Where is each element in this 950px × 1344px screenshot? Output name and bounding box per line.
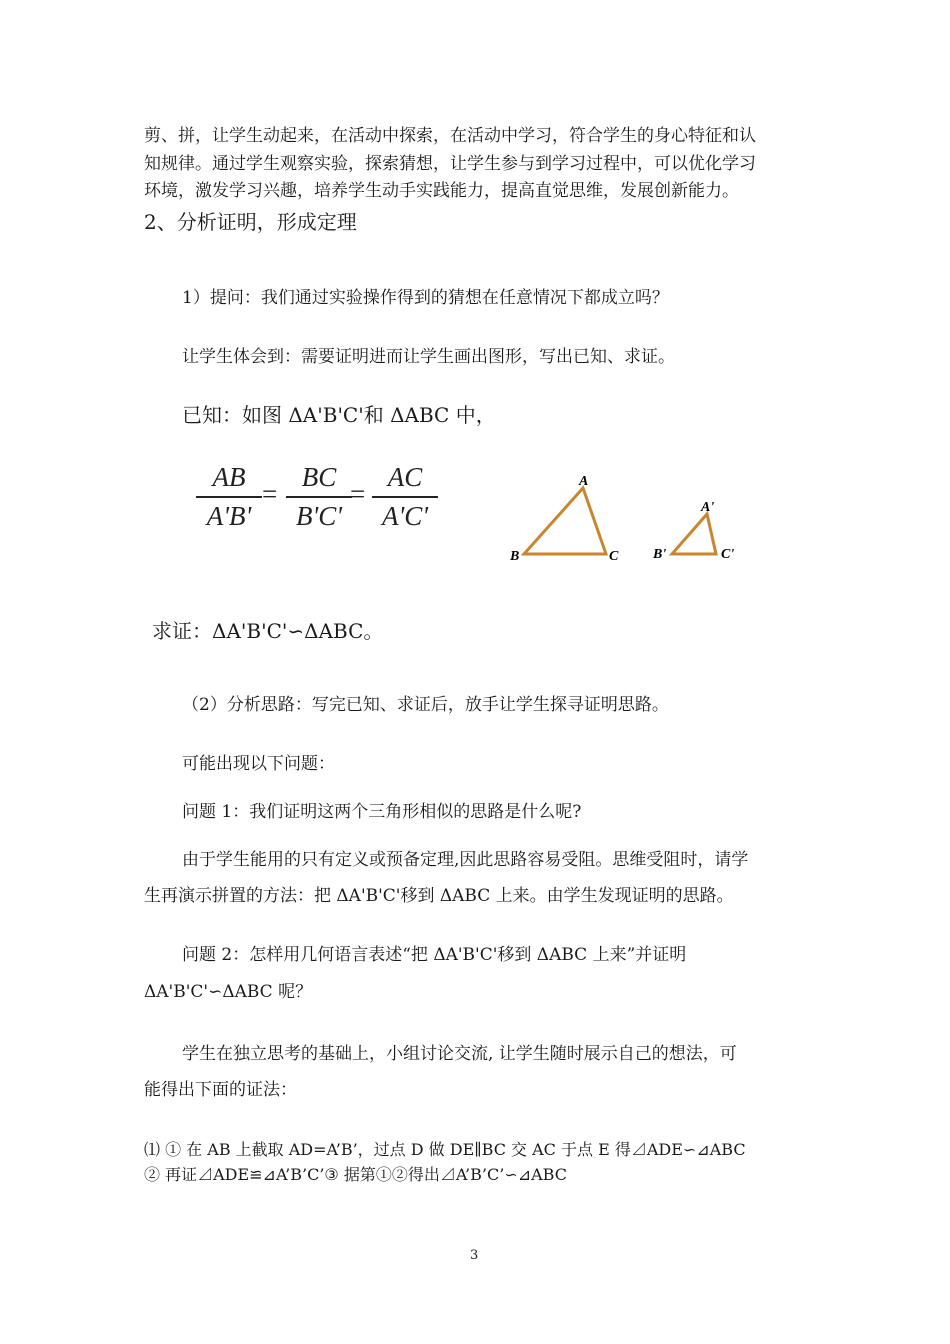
problem-2-line-2: ΔA'B'C'∽ΔABC 呢？ xyxy=(144,982,313,1002)
fraction-bar xyxy=(196,496,262,498)
fraction-bc-numerator: BC xyxy=(301,462,337,492)
fraction-ac-denominator: A'C' xyxy=(381,500,429,531)
fraction-ab-denominator: A'B' xyxy=(206,500,252,531)
ratio-formula xyxy=(196,462,456,542)
reason-line-1: 由于学生能用的只有定义或预备定理,因此思路容易受阻。思维受阻时，请学 xyxy=(182,850,749,870)
triangles-figure xyxy=(500,468,760,568)
fraction-ac xyxy=(372,462,438,532)
intro-line-1: 剪、拼，让学生动起来，在活动中探索，在活动中学习，符合学生的身心特征和认 xyxy=(144,126,756,146)
vertex-label-a: A xyxy=(579,474,589,489)
method-line-1: ⑴ ① 在 AB 上截取 AD=A’B’，过点 D 做 DE∥BC 交 AC 于点 E 得⊿ADE∽⊿ABC xyxy=(144,1140,746,1159)
possible-problems: 可能出现以下问题： xyxy=(182,754,335,774)
analysis-text: （2）分析思路：写完已知、求证后，放手让学生探寻证明思路。 xyxy=(182,695,669,715)
triangle-abc xyxy=(524,488,606,554)
experience-text: 让学生体会到：需要证明进而让学生画出图形，写出已知、求证。 xyxy=(182,347,675,367)
vertex-label-c: C xyxy=(609,549,619,564)
problem-2-line-1: 问题 2：怎样用几何语言表述“把 ΔA'B'C'移到 ΔABC 上来”并证明 xyxy=(182,945,687,965)
fraction-bc xyxy=(286,462,352,532)
problem-1: 问题 1：我们证明这两个三角形相似的思路是什么呢? xyxy=(182,802,582,822)
fraction-ab-numerator: AB xyxy=(212,462,246,492)
fraction-bar xyxy=(372,496,438,498)
fraction-ac-numerator: AC xyxy=(387,462,423,492)
equals-sign-2: = xyxy=(350,479,366,509)
given-text: 已知：如图 ΔA'B'C'和 ΔABC 中， xyxy=(182,403,496,427)
vertex-label-a-prime: A' xyxy=(701,500,715,515)
vertex-label-c-prime: C' xyxy=(721,547,735,562)
equals-sign-1: = xyxy=(262,479,278,509)
vertex-label-b: B xyxy=(510,549,520,564)
question-1: 1）提问：我们通过实验操作得到的猜想在任意情况下都成立吗？ xyxy=(182,288,669,308)
method-line-2: ② 再证⊿ADE≌⊿A’B’C’③ 据第①②得出⊿A’B’C’∽⊿ABC xyxy=(144,1165,567,1184)
intro-line-3: 环境，激发学习兴趣，培养学生动手实践能力，提高直觉思维，发展创新能力。 xyxy=(144,181,739,201)
vertex-label-b-prime: B' xyxy=(653,547,667,562)
fraction-ab xyxy=(196,462,262,532)
discuss-line-1: 学生在独立思考的基础上，小组讨论交流, 让学生随时展示自己的想法，可 xyxy=(182,1044,737,1064)
reason-line-2: 生再演示拼置的方法：把 ΔA'B'C'移到 ΔABC 上来。由学生发现证明的思路。 xyxy=(144,886,734,906)
prove-text: 求证：ΔA'B'C'∽ΔABC。 xyxy=(152,619,384,643)
discuss-line-2: 能得出下面的证法： xyxy=(144,1080,297,1100)
page-number: 3 xyxy=(470,1248,479,1263)
triangle-a-prime-b-prime-c-prime xyxy=(672,514,716,554)
section-heading: 2、分析证明，形成定理 xyxy=(144,210,357,234)
fraction-bar xyxy=(286,496,352,498)
intro-line-2: 知规律。通过学生观察实验，探索猜想，让学生参与到学习过程中，可以优化学习 xyxy=(144,154,756,174)
fraction-bc-denominator: B'C' xyxy=(295,500,343,531)
